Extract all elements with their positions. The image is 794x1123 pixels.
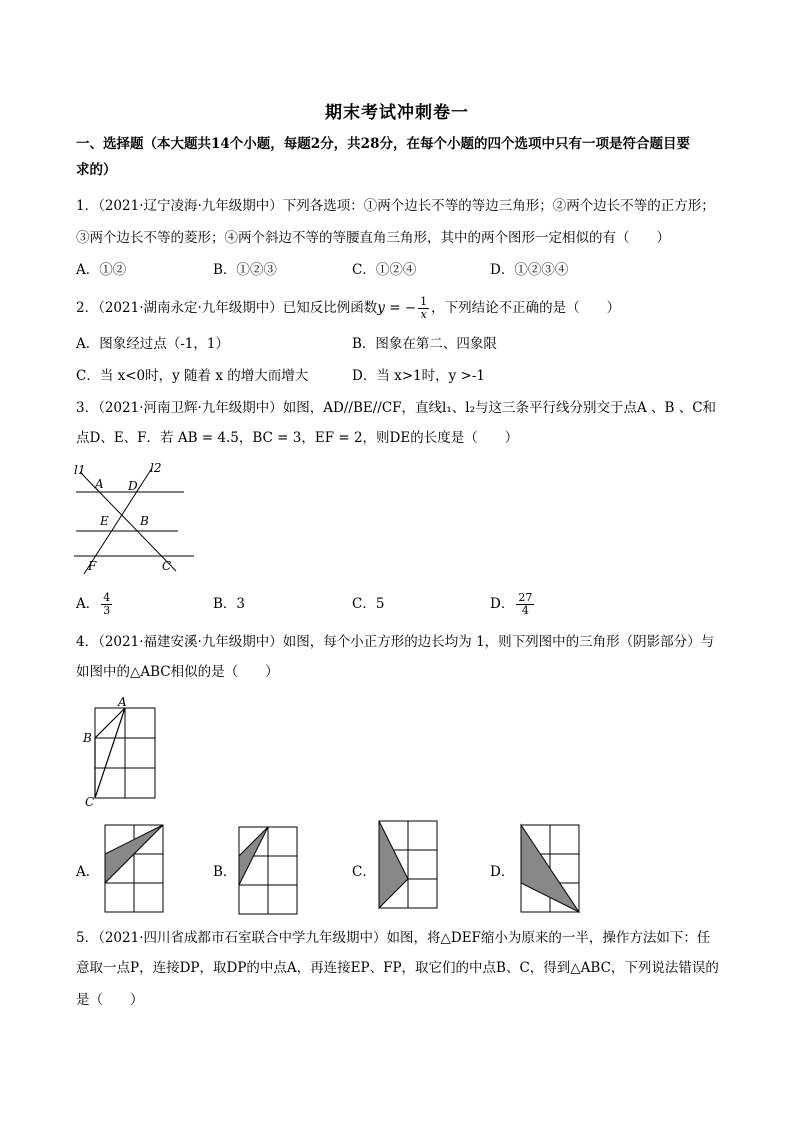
- q4-option-b-figure[interactable]: [238, 826, 300, 918]
- label-f: F: [88, 559, 97, 573]
- q4-stem-line1: 4．（2021·福建安溪·九年级期中）如图，每个小正方形的边长均为 1，则下列图中的三角形（阴影部分）与: [76, 634, 715, 650]
- q3-stem-line2: 点D、E、F．若 AB = 4.5，BC = 3，EF = 2，则DE的长度是（ ）: [76, 430, 519, 446]
- q2-function-y: y = −: [377, 300, 417, 316]
- q4-option-c-figure[interactable]: [378, 820, 440, 916]
- q3-option-a-fraction: [101, 592, 112, 617]
- q3-option-d-prefix: D．: [490, 596, 515, 612]
- q3-option-d-numerator: 27: [518, 591, 533, 604]
- q2-function-fraction: [418, 296, 429, 321]
- label-b: B: [83, 731, 92, 745]
- q5-stem-line3: 是（ ）: [76, 992, 144, 1008]
- q3-parallel-lines-figure: [70, 460, 200, 580]
- q3-option-d-fraction: [516, 592, 534, 617]
- q3-option-a[interactable]: [76, 592, 114, 617]
- label-a: A: [95, 477, 104, 491]
- q1-option-b[interactable]: B．①②③: [213, 262, 277, 278]
- label-l2: l2: [150, 461, 162, 475]
- triangle-abc: [95, 708, 125, 798]
- label-c: C: [85, 795, 95, 809]
- q2-option-c[interactable]: C．当 x<0时，y 随着 x 的增大而增大: [76, 368, 309, 384]
- label-l1: l1: [74, 463, 86, 477]
- q3-option-a-prefix: A．: [76, 596, 100, 612]
- label-c: C: [162, 559, 172, 573]
- q2-stem: [76, 296, 726, 321]
- q3-option-a-denominator: 3: [103, 604, 111, 617]
- q4-option-d-figure[interactable]: [520, 824, 582, 916]
- q1-option-c[interactable]: C．①②④: [352, 262, 417, 278]
- q4-option-d-label[interactable]: D．: [490, 864, 515, 880]
- q3-option-d[interactable]: [490, 592, 536, 617]
- q3-stem-line1: 3．（2021·河南卫辉·九年级期中）如图，AD//BE//CF，直线l₁、l₂与这三条平行线分别交于点A 、B 、C和: [76, 400, 717, 416]
- label-b: B: [140, 514, 149, 528]
- label-e: E: [100, 514, 109, 528]
- q4-stem-line2: 如图中的△ABC相似的是（ ）: [76, 664, 279, 680]
- q2-stem-pre: 2．（2021·湖南永定·九年级期中）已知反比例函数: [76, 300, 378, 316]
- label-a: A: [118, 695, 127, 709]
- q4-option-b-label[interactable]: B．: [213, 864, 237, 880]
- q2-fraction-denominator: x: [420, 308, 427, 321]
- section-heading-line2: 求的）: [76, 162, 117, 178]
- q1-option-a[interactable]: A．①②: [76, 262, 127, 278]
- q2-option-b[interactable]: B．图象在第二、四象限: [352, 336, 497, 352]
- label-d: D: [128, 479, 138, 493]
- q2-fraction-numerator: 1: [420, 295, 428, 308]
- q4-option-a-label[interactable]: A．: [76, 864, 100, 880]
- q3-option-b[interactable]: B．3: [213, 596, 246, 612]
- q5-stem-line1: 5．（2021·四川省成都市石室联合中学九年级期中）如图，将△DEF缩小为原来的一半，操作方法如下：任: [76, 930, 711, 946]
- q3-option-a-numerator: 4: [103, 591, 111, 604]
- q1-option-d[interactable]: D．①②③④: [490, 262, 569, 278]
- q4-reference-grid: [82, 695, 162, 809]
- q4-option-c-shaded-triangle: [379, 821, 408, 908]
- q5-stem-line2: 意取一点P，连接DP，取DP的中点A，再连接EP、FP，取它们的中点B、C，得到△ABC，下列说法错误的: [76, 960, 719, 976]
- q4-option-c-label[interactable]: C．: [352, 864, 376, 880]
- page-title: 期末考试冲刺卷一: [325, 103, 469, 123]
- q3-option-c[interactable]: C．5: [352, 596, 385, 612]
- q2-stem-post: ，下列结论不正确的是（ ）: [431, 300, 621, 316]
- q3-option-d-denominator: 4: [521, 604, 529, 617]
- q1-stem-line1: 1．（2021·辽宁凌海·九年级期中）下列各选项：①两个边长不等的等边三角形；②两个边长不等的正方形；: [76, 198, 715, 214]
- q2-option-d[interactable]: D．当 x>1时，y >-1: [352, 368, 486, 384]
- section-heading-line1: 一、选择题（本大题共14个小题，每题2分，共28分，在每个小题的四个选项中只有一项是符合题目要: [76, 136, 690, 152]
- q4-option-a-figure[interactable]: [104, 824, 166, 916]
- q2-option-a[interactable]: A．图象经过点（-1，1）: [76, 336, 229, 352]
- q1-stem-line2: ③两个边长不等的菱形；④两个斜边不等的等腰直角三角形，其中的两个图形一定相似的有（ ）: [76, 230, 670, 246]
